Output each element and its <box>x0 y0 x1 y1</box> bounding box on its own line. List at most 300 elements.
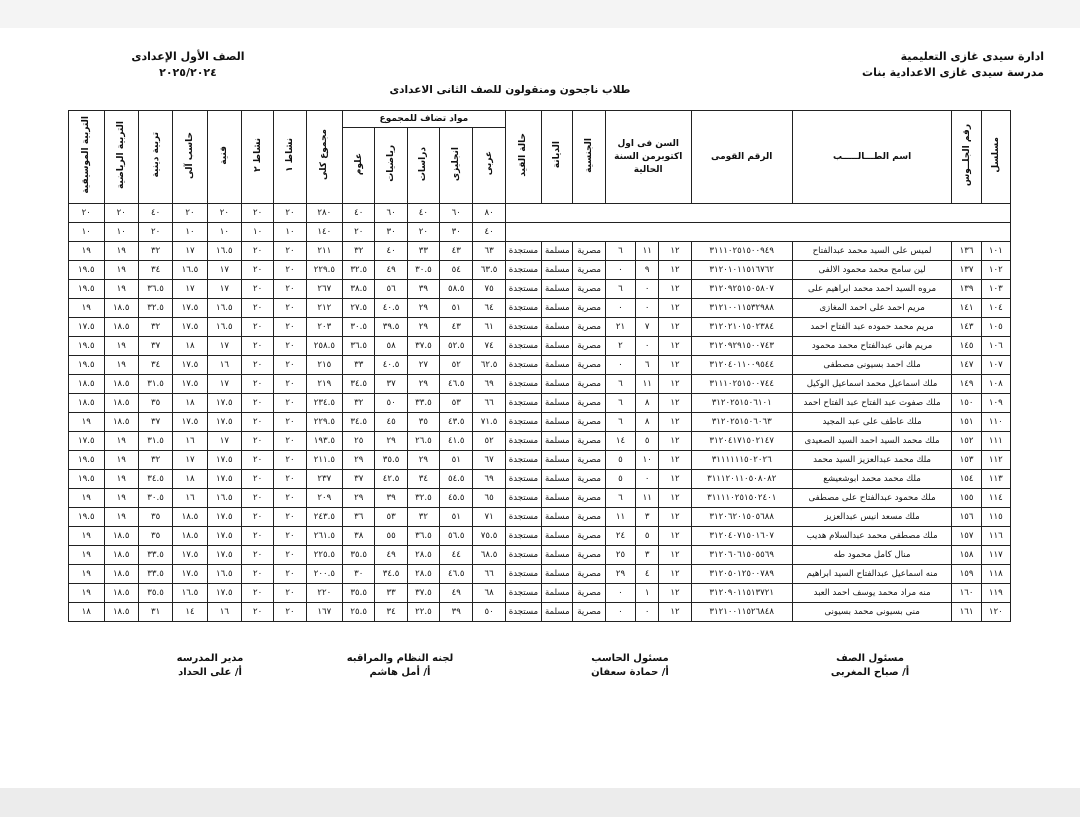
mark-cell: ٤٦.٥ <box>440 565 473 584</box>
mark-cell: ٣٣.٥ <box>138 565 172 584</box>
table-row <box>69 242 1011 261</box>
national-id-cell: ٣١٢٠٢٥١٥٠٦١٠١ <box>691 394 792 413</box>
mark-cell: ٢٠ <box>138 223 172 242</box>
results-table <box>68 110 1011 622</box>
nationality-cell: مصرية <box>573 261 605 280</box>
table-row <box>69 546 1011 565</box>
mark-cell: ٣٥.٥ <box>343 546 375 565</box>
signature-title: مدير المدرسه <box>176 653 244 664</box>
national-id-cell: ٣١٢٠٦٠٦١٥٠٥٥٦٩ <box>691 546 792 565</box>
age-day-cell: ٦ <box>605 242 635 261</box>
mark-cell: ٢٠ <box>173 204 207 223</box>
national-id-cell: ٣١٢٠٦٢٠١٥٠٥٦٨٨ <box>691 508 792 527</box>
age-year-cell: ١٢ <box>659 318 691 337</box>
mark-cell: ٢١٥ <box>306 356 342 375</box>
mark-cell: ٥٣ <box>375 508 407 527</box>
age-month-cell: ٥ <box>636 527 659 546</box>
mark-cell: ١٨.٥ <box>104 546 138 565</box>
signature-name: أ/ أمل هاشم <box>369 667 431 678</box>
mark-cell: ٥٣ <box>440 394 473 413</box>
age-day-cell: ٠ <box>605 603 635 622</box>
mark-cell: ٤٩ <box>375 546 407 565</box>
mark-cell: ٦١ <box>473 318 505 337</box>
age-day-cell: ٦ <box>605 375 635 394</box>
mark-cell: ٦٧ <box>473 451 505 470</box>
nationality-cell: مصرية <box>573 546 605 565</box>
computer-officer-signature <box>555 652 705 680</box>
mark-cell: ١٤٠ <box>306 223 342 242</box>
mark-cell: ٤٣ <box>440 318 473 337</box>
mark-cell: ٣٢ <box>138 318 172 337</box>
activity1-header: نشاط ١ <box>284 138 295 172</box>
mark-cell: ١٨ <box>173 394 207 413</box>
nationality-cell: مصرية <box>573 356 605 375</box>
serial-cell: ١١٤ <box>981 489 1010 508</box>
table-row <box>69 299 1011 318</box>
mark-cell: ١٧.٥ <box>207 508 241 527</box>
age-year-cell: ١٢ <box>659 527 691 546</box>
national-id-cell: ٣١١١٢٠١١٠٥٠٨٠٨٢ <box>691 470 792 489</box>
mark-cell: ١٦.٥ <box>207 565 241 584</box>
religion-cell: مسلمة <box>542 394 573 413</box>
student-name-cell: منه مراد محمد يوسف احمد العبد <box>792 584 952 603</box>
mark-cell: ٤٠ <box>407 204 439 223</box>
table-row <box>69 489 1011 508</box>
mark-cell: ١٧.٥ <box>207 584 241 603</box>
serial-cell: ١٠٨ <box>981 375 1010 394</box>
mark-cell: ٢٣٤.٥ <box>306 394 342 413</box>
mark-cell: ٦٤ <box>473 299 505 318</box>
national-id-cell: ٣١٢٠٤٠٧١٥٠١٦٠٧ <box>691 527 792 546</box>
mark-cell: ١٩ <box>69 546 105 565</box>
seat-cell: ١٤١ <box>952 299 981 318</box>
mark-cell: ٣٤.٥ <box>343 375 375 394</box>
mark-cell: ٥١ <box>440 451 473 470</box>
mark-cell: ٣٧ <box>138 413 172 432</box>
religion-cell: مسلمة <box>542 470 573 489</box>
table-row <box>69 508 1011 527</box>
mark-cell: ٢٠ <box>207 204 241 223</box>
mark-cell: ٢٠ <box>242 527 274 546</box>
mark-cell: ٢١١.٥ <box>306 451 342 470</box>
mark-cell: ١٨.٥ <box>104 375 138 394</box>
age-year-cell: ١٢ <box>659 375 691 394</box>
mark-cell: ٦٩ <box>473 470 505 489</box>
mark-cell: ١٨.٥ <box>104 584 138 603</box>
signature-name: أ/ حمادة سعفان <box>591 667 669 678</box>
mark-cell: ١٦.٥ <box>207 299 241 318</box>
mark-cell: ١٩ <box>104 356 138 375</box>
mark-cell: ٢٠ <box>242 470 274 489</box>
religion-header: الديانة <box>552 141 563 169</box>
mark-cell: ٢٠ <box>104 204 138 223</box>
age-month-cell: ١ <box>636 584 659 603</box>
serial-header: مسلسل <box>990 137 1001 173</box>
status-cell: مستجدة <box>505 432 541 451</box>
mark-cell: ٤٥.٥ <box>440 489 473 508</box>
age-month-cell: ١٠ <box>636 451 659 470</box>
mark-cell: ٤٠ <box>375 242 407 261</box>
religion-cell: مسلمة <box>542 508 573 527</box>
serial-cell: ١١١ <box>981 432 1010 451</box>
mark-cell: ٣١.٥ <box>138 375 172 394</box>
mark-cell: ٣٢ <box>407 508 439 527</box>
mark-cell: ٣٤.٥ <box>138 470 172 489</box>
table-row <box>69 565 1011 584</box>
age-day-cell: ١٤ <box>605 432 635 451</box>
age-year-cell: ١٢ <box>659 356 691 375</box>
age-day-cell: ٢٤ <box>605 527 635 546</box>
age-day-cell: ١١ <box>605 508 635 527</box>
mark-cell: ٣٤ <box>375 603 407 622</box>
mark-cell: ١٨.٥ <box>104 318 138 337</box>
mark-cell: ١٧.٥ <box>69 318 105 337</box>
mark-cell: ١٠ <box>274 223 306 242</box>
mark-cell: ٢٠ <box>274 394 306 413</box>
age-day-cell: ٠ <box>605 584 635 603</box>
mark-cell: ٢٠ <box>242 508 274 527</box>
table-row <box>69 413 1011 432</box>
age-month-cell: ٩ <box>636 261 659 280</box>
mark-cell: ٢٠ <box>274 280 306 299</box>
status-cell: مستجدة <box>505 508 541 527</box>
religion-cell: مسلمة <box>542 489 573 508</box>
class-supervisor-signature <box>795 652 945 680</box>
blank-cell <box>505 223 1010 242</box>
nationality-header: الجنسية <box>584 137 595 173</box>
mark-cell: ٤٠ <box>138 204 172 223</box>
age-header: السن فى اول اكتوبرمن السنة الحالية <box>605 111 691 204</box>
status-cell: مستجدة <box>505 451 541 470</box>
table-row <box>69 394 1011 413</box>
mark-cell: ٥٢ <box>440 356 473 375</box>
national-id-cell: ٣١٢١٠٠١١٥٢٦٨٤٨ <box>691 603 792 622</box>
mark-cell: ١٨.٥ <box>173 508 207 527</box>
mark-cell: ٢٥٨.٥ <box>306 337 342 356</box>
mark-cell: ٦٦ <box>473 394 505 413</box>
age-month-cell: ٠ <box>636 337 659 356</box>
serial-cell: ١٠٩ <box>981 394 1010 413</box>
mark-cell: ١٠ <box>104 223 138 242</box>
mark-cell: ٤٠.٥ <box>375 356 407 375</box>
mark-cell: ٢٠ <box>274 337 306 356</box>
music-header: التربية الموسيقية <box>81 116 92 194</box>
signature-name: أ/ صباح المغربى <box>830 667 910 678</box>
mark-cell: ١٨ <box>69 603 105 622</box>
mark-cell: ١٩.٥ <box>69 337 105 356</box>
mark-cell: ٣٢.٥ <box>343 261 375 280</box>
religion-cell: مسلمة <box>542 337 573 356</box>
mark-cell: ١٨.٥ <box>173 527 207 546</box>
nationality-cell: مصرية <box>573 527 605 546</box>
mark-cell: ٣٠ <box>375 223 407 242</box>
mark-cell: ١٧ <box>207 375 241 394</box>
mark-cell: ٦٩ <box>473 375 505 394</box>
age-month-cell: ٤ <box>636 565 659 584</box>
mark-cell: ١٦ <box>207 603 241 622</box>
mark-cell: ٥١ <box>440 299 473 318</box>
table-row <box>69 603 1011 622</box>
mark-cell: ١٧.٥ <box>173 546 207 565</box>
mark-cell: ١٩.٥ <box>69 280 105 299</box>
seat-cell: ١٥٨ <box>952 546 981 565</box>
age-month-cell: ١١ <box>636 489 659 508</box>
mark-cell: ٣٢ <box>343 242 375 261</box>
religion-cell: مسلمة <box>542 451 573 470</box>
mark-cell: ٧١ <box>473 508 505 527</box>
religion-ed-header: تربية دينية <box>150 132 161 178</box>
mark-cell: ١٠ <box>207 223 241 242</box>
mark-cell: ٦٦ <box>473 565 505 584</box>
name-header: اسم الطـــالـــــب <box>792 111 952 204</box>
school-name: مدرسة سيدى غازى الاعدادية بنات <box>862 66 1044 79</box>
signature-name: أ/ على الحداد <box>178 667 242 678</box>
nationality-cell: مصرية <box>573 603 605 622</box>
age-year-cell: ١٢ <box>659 299 691 318</box>
national-id-cell: ٣١١١١١١٥٠٢٠٢٦ <box>691 451 792 470</box>
religion-cell: مسلمة <box>542 375 573 394</box>
mark-cell: ٨٠ <box>473 204 505 223</box>
mark-cell: ١٦.٥ <box>173 261 207 280</box>
national-id-cell: ٣١٢٠٩٢٩١٥٠٠٧٤٣ <box>691 337 792 356</box>
mark-cell: ٢٤٣.٥ <box>306 508 342 527</box>
age-day-cell: ٢ <box>605 337 635 356</box>
mark-cell: ٢٠ <box>274 584 306 603</box>
mark-cell: ١٤ <box>173 603 207 622</box>
national-id-cell: ٣١٢٠٢٥١٥٠٦٠٦٣ <box>691 413 792 432</box>
mark-cell: ١٨.٥ <box>104 299 138 318</box>
serial-cell: ١٠٧ <box>981 356 1010 375</box>
mark-cell: ٣٦.٥ <box>138 280 172 299</box>
mark-cell: ١٧.٥ <box>207 394 241 413</box>
nationality-cell: مصرية <box>573 489 605 508</box>
status-cell: مستجدة <box>505 584 541 603</box>
mark-cell: ٣٥.٥ <box>138 584 172 603</box>
age-day-cell: ٦ <box>605 489 635 508</box>
mark-cell: ٣٧ <box>375 375 407 394</box>
mark-cell: ٢٠ <box>274 603 306 622</box>
age-day-cell: ٦ <box>605 394 635 413</box>
mark-cell: ٣٤.٥ <box>343 413 375 432</box>
seat-cell: ١٤٩ <box>952 375 981 394</box>
age-year-cell: ١٢ <box>659 413 691 432</box>
activity2-header: نشاط ٢ <box>252 138 263 172</box>
mark-cell: ٢٠٠.٥ <box>306 565 342 584</box>
student-name-cell: مريم هانى عبدالفتاح محمد محمود <box>792 337 952 356</box>
serial-cell: ١١٨ <box>981 565 1010 584</box>
mark-cell: ٢٦٧ <box>306 280 342 299</box>
mark-cell: ١٠ <box>69 223 105 242</box>
mark-cell: ١٨.٥ <box>104 603 138 622</box>
mark-cell: ٢٠ <box>242 413 274 432</box>
mark-cell: ١٨ <box>173 337 207 356</box>
mark-cell: ٢٠ <box>274 470 306 489</box>
mark-cell: ١٩ <box>69 489 105 508</box>
mark-cell: ١٦.٥ <box>207 242 241 261</box>
student-name-cell: ملك محمد السيد احمد السيد الصعيدى <box>792 432 952 451</box>
nationality-cell: مصرية <box>573 565 605 584</box>
math-header: رياضيات <box>386 145 397 182</box>
mark-cell: ٣٨.٥ <box>343 280 375 299</box>
mark-cell: ١٧.٥ <box>173 299 207 318</box>
mark-cell: ٣٠ <box>343 565 375 584</box>
status-cell: مستجدة <box>505 280 541 299</box>
mark-cell: ٧٥.٥ <box>473 527 505 546</box>
mark-cell: ٣٢ <box>138 451 172 470</box>
mark-cell: ٦٣ <box>473 242 505 261</box>
age-year-cell: ١٢ <box>659 394 691 413</box>
mark-cell: ١٦ <box>173 432 207 451</box>
age-month-cell: ١١ <box>636 375 659 394</box>
mark-cell: ١٧ <box>173 280 207 299</box>
mark-cell: ٢٠ <box>343 223 375 242</box>
added-subjects-header: مواد تضاف للمجموع <box>343 111 506 128</box>
mark-cell: ٢٠ <box>242 375 274 394</box>
mark-cell: ٢٠ <box>242 432 274 451</box>
science-header: علوم <box>353 152 364 175</box>
mark-cell: ٢٠ <box>242 261 274 280</box>
age-year-cell: ١٢ <box>659 546 691 565</box>
mark-cell: ٢٩ <box>407 375 439 394</box>
mark-cell: ٤٤ <box>440 546 473 565</box>
age-day-cell: ٢١ <box>605 318 635 337</box>
serial-cell: ١١٢ <box>981 451 1010 470</box>
student-name-cell: ملك محمد عبدالعزيز السيد محمد <box>792 451 952 470</box>
social-header: دراسات <box>418 146 429 181</box>
seat-cell: ١٤٣ <box>952 318 981 337</box>
seat-cell: ١٥٣ <box>952 451 981 470</box>
mark-cell: ١٨.٥ <box>69 394 105 413</box>
student-name-cell: ملك صفوت عبد الفتاح عبد الفتاح احمد <box>792 394 952 413</box>
mark-cell: ٢٥.٥ <box>343 603 375 622</box>
mark-cell: ٣٤ <box>138 356 172 375</box>
seat-header: رقم الجلــوس <box>961 123 972 187</box>
mark-cell: ٢٠٣ <box>306 318 342 337</box>
age-day-cell: ٦ <box>605 280 635 299</box>
mark-cell: ٣٢.٥ <box>138 299 172 318</box>
status-cell: مستجدة <box>505 261 541 280</box>
mark-cell: ٣٩ <box>375 489 407 508</box>
age-month-cell: ٠ <box>636 470 659 489</box>
mark-cell: ١٨.٥ <box>104 394 138 413</box>
nationality-cell: مصرية <box>573 242 605 261</box>
seat-cell: ١٥٢ <box>952 432 981 451</box>
religion-cell: مسلمة <box>542 413 573 432</box>
mark-cell: ١٦٧ <box>306 603 342 622</box>
mark-cell: ١٩ <box>104 489 138 508</box>
mark-cell: ٢٩ <box>407 299 439 318</box>
mark-cell: ٢٠ <box>274 489 306 508</box>
religion-cell: مسلمة <box>542 584 573 603</box>
mark-cell: ٧٥ <box>473 280 505 299</box>
seat-cell: ١٥٠ <box>952 394 981 413</box>
age-year-cell: ١٢ <box>659 451 691 470</box>
nationality-cell: مصرية <box>573 280 605 299</box>
mark-cell: ١٧ <box>173 242 207 261</box>
top-margin <box>0 0 1080 28</box>
age-year-cell: ١٢ <box>659 489 691 508</box>
mark-cell: ١٩ <box>104 337 138 356</box>
status-cell: مستجدة <box>505 546 541 565</box>
mark-cell: ٢٩ <box>375 432 407 451</box>
nationality-cell: مصرية <box>573 451 605 470</box>
mark-cell: ٢٩ <box>343 451 375 470</box>
mark-cell: ٢١٩ <box>306 375 342 394</box>
national-id-cell: ٣١١١٠٢٥١٥٠٠٩٤٩ <box>691 242 792 261</box>
status-header: حالة القيد <box>518 133 529 177</box>
mark-cell: ١٦ <box>207 356 241 375</box>
academic-year: ٢٠٢٥/٢٠٢٤ <box>159 66 217 79</box>
mark-cell: ٣٤.٥ <box>375 565 407 584</box>
age-year-cell: ١٢ <box>659 261 691 280</box>
mark-cell: ٥٤.٥ <box>440 470 473 489</box>
age-year-cell: ١٢ <box>659 508 691 527</box>
mark-cell: ١٧ <box>207 337 241 356</box>
seat-cell: ١٣٦ <box>952 242 981 261</box>
religion-cell: مسلمة <box>542 261 573 280</box>
mark-cell: ٢٠ <box>274 527 306 546</box>
mark-cell: ٢٢٩.٥ <box>306 413 342 432</box>
seat-cell: ١٤٧ <box>952 356 981 375</box>
seat-cell: ١٦١ <box>952 603 981 622</box>
mark-cell: ١٧.٥ <box>173 413 207 432</box>
nationality-cell: مصرية <box>573 413 605 432</box>
mark-cell: ٥٨ <box>375 337 407 356</box>
mark-cell: ١٧ <box>207 432 241 451</box>
age-day-cell: ٥ <box>605 451 635 470</box>
mark-cell: ٢٠ <box>274 356 306 375</box>
mark-cell: ٢٠ <box>274 413 306 432</box>
mark-cell: ١٨.٥ <box>104 527 138 546</box>
age-day-cell: ٢٥ <box>605 546 635 565</box>
mark-cell: ٥٨.٥ <box>440 280 473 299</box>
student-name-cell: منال كامل محمود طه <box>792 546 952 565</box>
mark-cell: ٣٣ <box>343 356 375 375</box>
mark-cell: ١٨ <box>173 470 207 489</box>
student-name-cell: لميس على السيد محمد عبدالفتاح <box>792 242 952 261</box>
age-month-cell: ١١ <box>636 242 659 261</box>
serial-cell: ١١٦ <box>981 527 1010 546</box>
mark-cell: ٢٠ <box>274 318 306 337</box>
mark-cell: ٢٠ <box>242 280 274 299</box>
table-row <box>69 451 1011 470</box>
mark-cell: ١٩ <box>69 565 105 584</box>
religion-cell: مسلمة <box>542 356 573 375</box>
student-name-cell: لين سامح محمد محمود الالفى <box>792 261 952 280</box>
mark-cell: ٦٨.٥ <box>473 546 505 565</box>
mark-cell: ٥٥ <box>375 527 407 546</box>
nationality-cell: مصرية <box>573 508 605 527</box>
mark-cell: ١٩.٥ <box>69 356 105 375</box>
religion-cell: مسلمة <box>542 432 573 451</box>
mark-cell: ١٧.٥ <box>69 432 105 451</box>
mark-cell: ٤٣ <box>440 242 473 261</box>
status-cell: مستجدة <box>505 375 541 394</box>
mark-cell: ٥٤ <box>440 261 473 280</box>
national-id-cell: ٣١٢٠١٠١١٥١٦٧٦٢ <box>691 261 792 280</box>
seat-cell: ١٣٧ <box>952 261 981 280</box>
status-cell: مستجدة <box>505 603 541 622</box>
mark-cell: ١٩ <box>104 508 138 527</box>
seat-cell: ١٤٥ <box>952 337 981 356</box>
age-year-cell: ١٢ <box>659 337 691 356</box>
mark-cell: ١٧.٥ <box>173 356 207 375</box>
serial-cell: ١٠٢ <box>981 261 1010 280</box>
mark-cell: ٥٠ <box>375 394 407 413</box>
computer-header: حاسب آلى <box>184 131 195 179</box>
mark-cell: ١٧ <box>207 280 241 299</box>
mark-cell: ٣٦ <box>343 508 375 527</box>
